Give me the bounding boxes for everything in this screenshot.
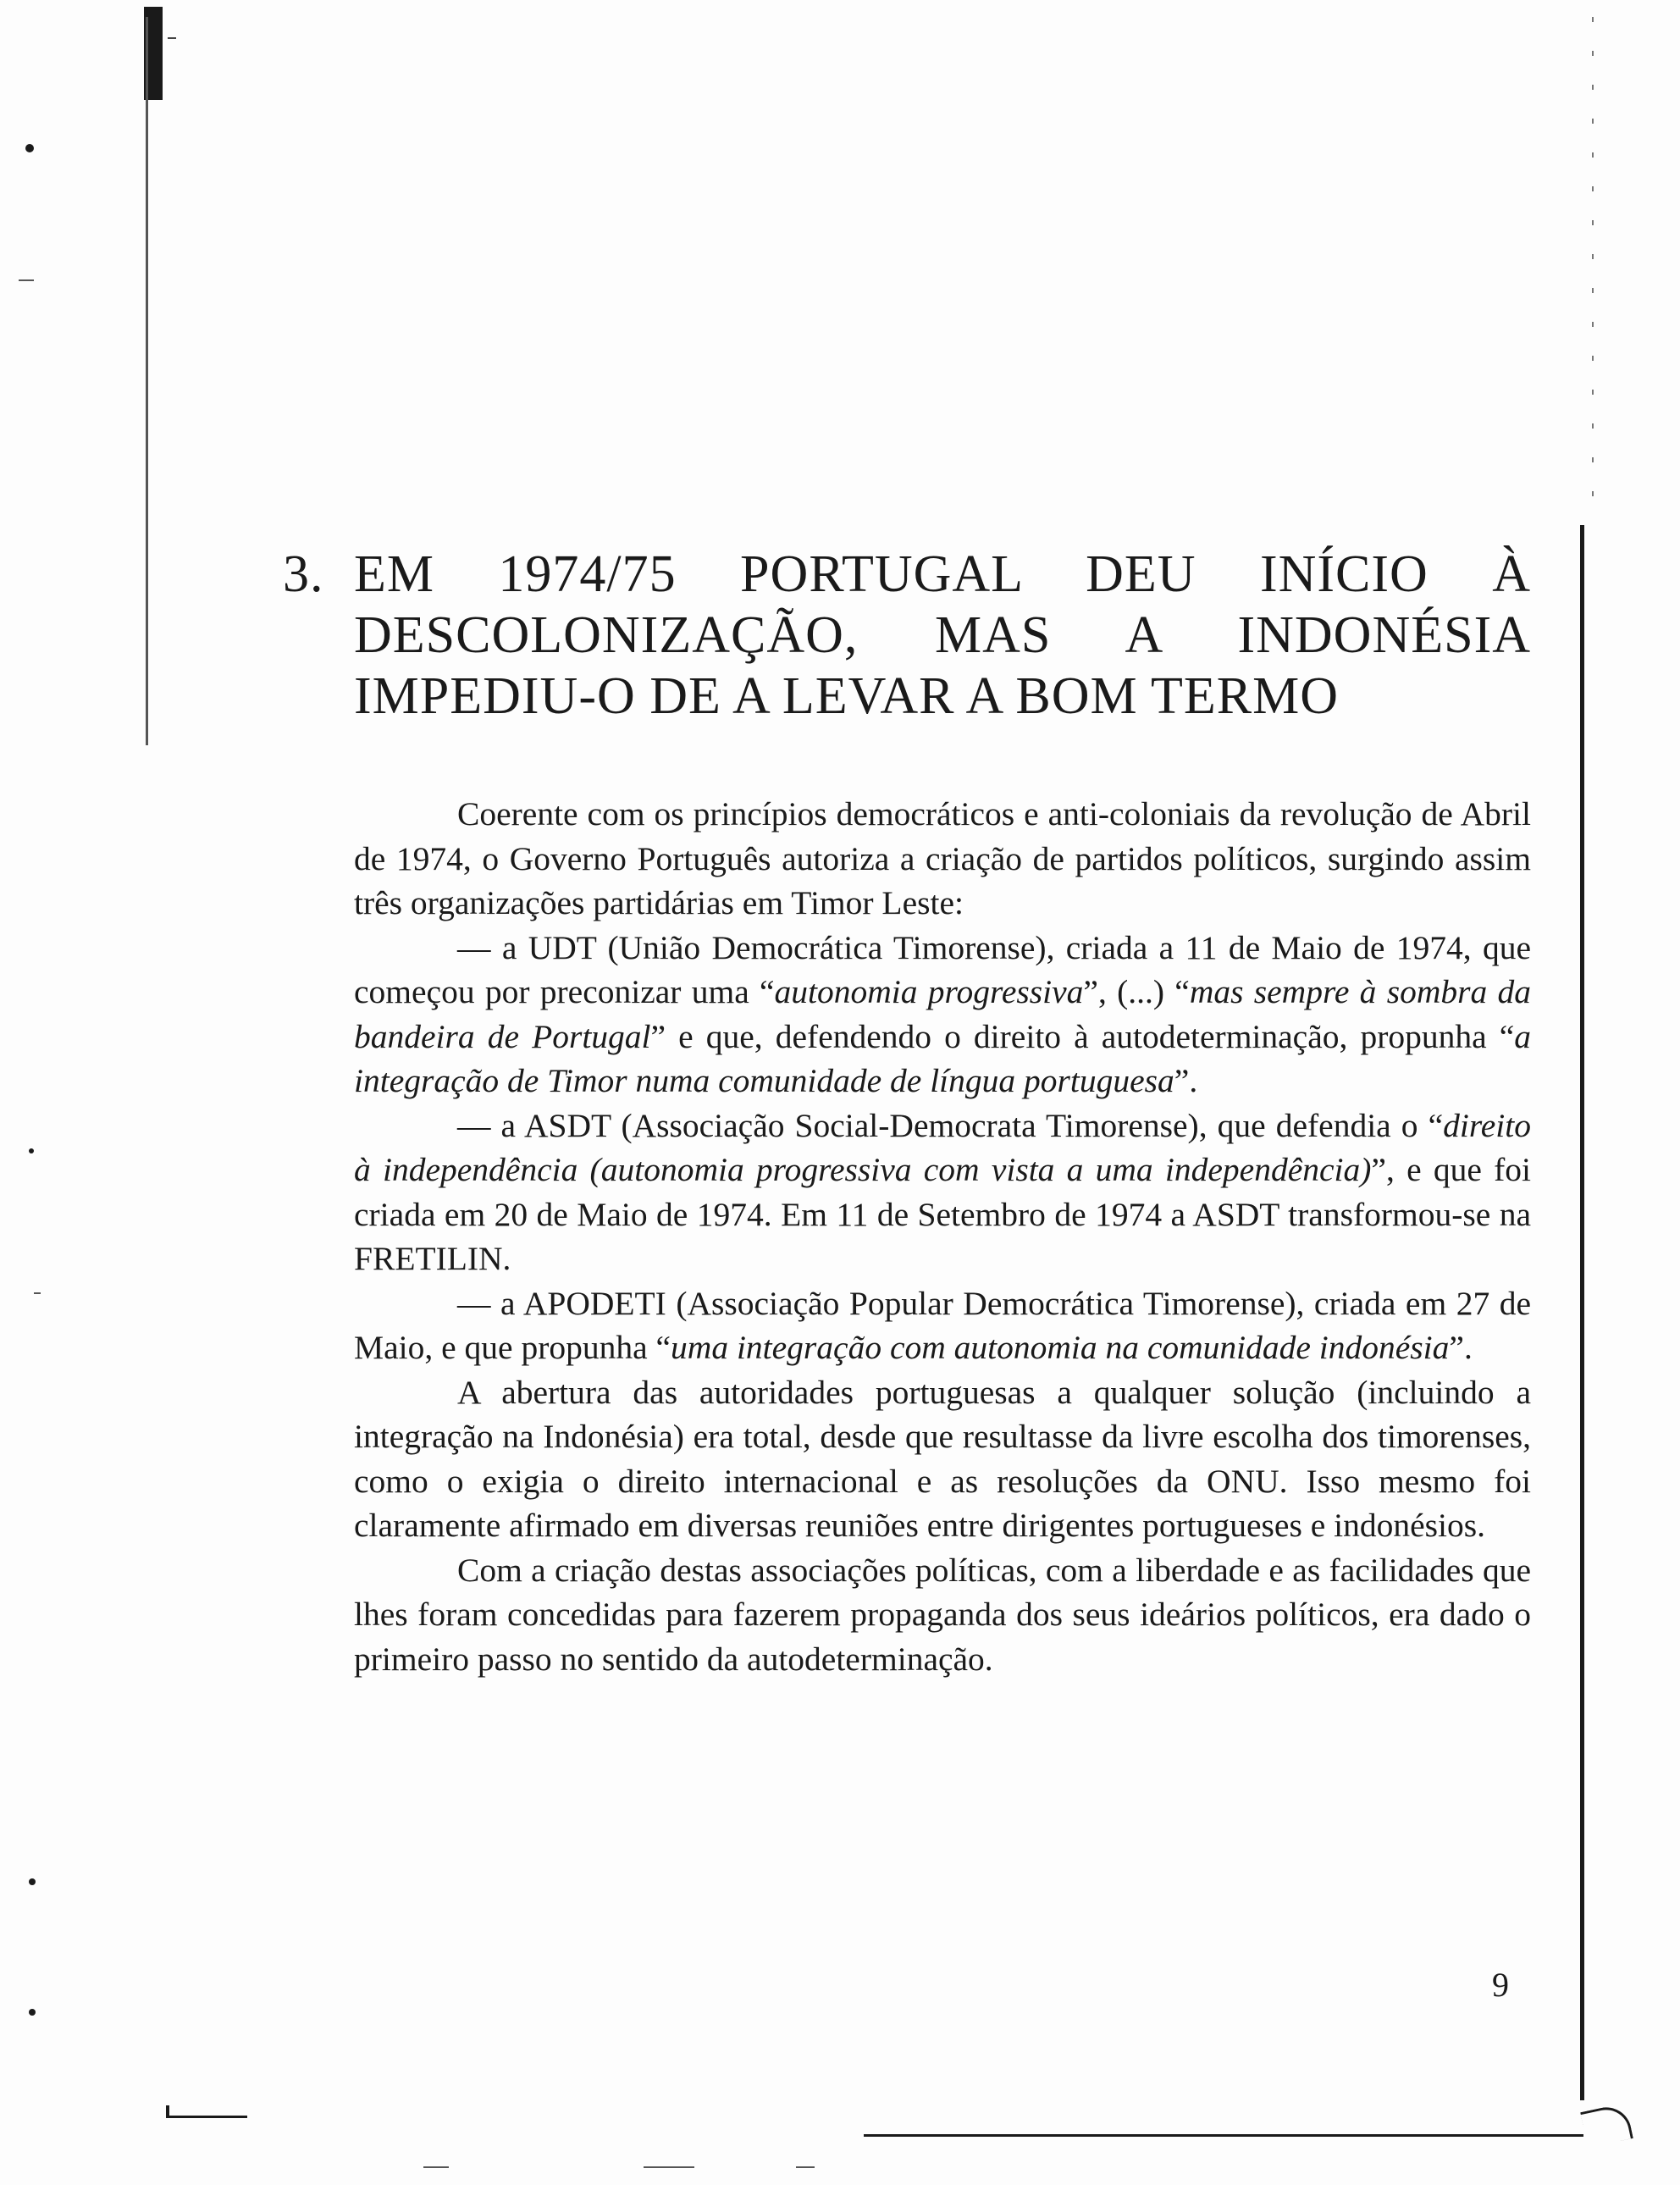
heading-line-2: DESCOLONIZAÇÃO, MAS A INDONÉSIA bbox=[354, 606, 1531, 664]
text-span: ”, (...) “ bbox=[1083, 973, 1190, 1010]
page-number: 9 bbox=[1492, 1966, 1509, 2004]
scan-rule-right-faint bbox=[1592, 17, 1594, 525]
scan-rule-right bbox=[1580, 525, 1584, 2100]
scan-mark-bottom-left bbox=[166, 2116, 247, 2118]
text-span: ” e que, defendendo o direito à autodeterminação, propunha “ bbox=[650, 1017, 1515, 1055]
paragraph-udt bbox=[354, 926, 1531, 1104]
italic-quote: uma integração com autonomia na comunidade indonésia bbox=[671, 1329, 1450, 1366]
section-number: 3. bbox=[283, 545, 324, 603]
heading-line-1: EM 1974/75 PORTUGAL DEU INÍCIO À bbox=[354, 545, 1531, 603]
scan-speck bbox=[29, 2009, 36, 2016]
italic-quote: a integração de Timor numa comunidade de língua portuguesa bbox=[354, 1017, 1531, 1099]
scan-speck bbox=[34, 1292, 41, 1294]
paragraph-abertura: A abertura das autoridades portuguesas a qualquer solução (incluindo a integração na Indonésia) era total, desde que resultasse da livre escolha dos timorenses, como o exigia o direito internacional e as resoluções da ONU. Isso mesmo foi claramente afirmado em diversas reuniões entre dirigentes portugueses e indonésios. bbox=[354, 1373, 1531, 1544]
text-span: ”. bbox=[1174, 1062, 1198, 1099]
scan-rule-left bbox=[146, 17, 148, 745]
heading-line-3: IMPEDIU-O DE A LEVAR A BOM TERMO bbox=[354, 667, 1340, 725]
italic-quote: direito à independência (autonomia progressiva com vista a uma independência) bbox=[354, 1106, 1531, 1188]
scan-speck bbox=[29, 1148, 34, 1153]
text-span: — a ASDT (Associação Social-Democrata Timorense), que defendia o “ bbox=[457, 1106, 1444, 1144]
scan-speck bbox=[29, 1878, 36, 1885]
scan-speck bbox=[796, 2166, 815, 2168]
scan-speck bbox=[644, 2166, 694, 2168]
text-span: — a UDT (União Democrática Timorense), criada a 11 de Maio de 1974, que começou por preconizar uma “ bbox=[354, 928, 1531, 1010]
text-span: — a APODETI (Associação Popular Democrática Timorense), criada em 27 de Maio, e que propunha “ bbox=[354, 1284, 1531, 1366]
scan-speck bbox=[423, 2166, 449, 2168]
text-span: ”. bbox=[1449, 1329, 1473, 1366]
scan-speck bbox=[25, 144, 34, 152]
paragraph-asdt bbox=[354, 1104, 1531, 1281]
body-text bbox=[354, 792, 1531, 1681]
paragraph-criacao: Com a criação destas associações políticas, com a liberdade e as facilidades que lhes foram concedidas para fazerem propaganda dos seus ideários políticos, era dado o primeiro passo no sentido da autodeterminação. bbox=[354, 1551, 1531, 1678]
page-curl-mark bbox=[1580, 2103, 1633, 2148]
paragraph-intro: Coerente com os princípios democráticos e anti-coloniais da revolução de Abril de 1974, o Governo Português autoriza a criação de partidos políticos, surgindo assim três organizações partidárias em Timor Leste: bbox=[354, 795, 1531, 921]
text-span: ”, e que foi criada em 20 de Maio de 1974. Em 11 de Setembro de 1974 a ASDT transformou-se na FRETILIN. bbox=[354, 1151, 1531, 1277]
scan-speck bbox=[19, 279, 34, 281]
scan-tick-top-left bbox=[168, 37, 176, 39]
italic-quote: autonomia progressiva bbox=[774, 973, 1084, 1010]
section-heading bbox=[283, 544, 1531, 727]
paragraph-apodeti bbox=[354, 1281, 1531, 1370]
scan-rule-bottom bbox=[864, 2134, 1583, 2137]
italic-quote: mas sempre à sombra da bandeira de Portugal bbox=[354, 973, 1531, 1055]
